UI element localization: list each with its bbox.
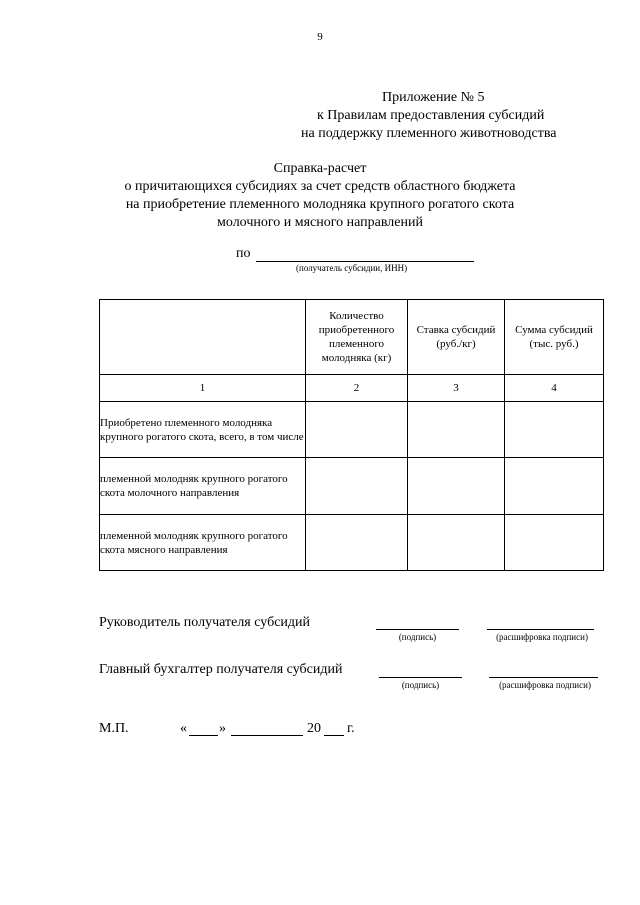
date-open-quote: « [180, 721, 187, 736]
head-name-line[interactable] [487, 629, 594, 630]
table-header-row [100, 300, 604, 375]
date-year-prefix: 20 [307, 721, 321, 736]
cell-rate-beef[interactable] [408, 515, 505, 571]
document-subtitle-line3: молочного и мясного направлений [217, 215, 423, 230]
page-number: 9 [317, 31, 323, 43]
row-label-dairy: племенной молодняк крупного рогатого скота молочного направления [100, 458, 306, 515]
appendix-number: Приложение № 5 [382, 90, 485, 105]
head-signature-caption: (подпись) [398, 632, 437, 642]
document-subtitle-line2: на приобретение племенного молодняка крупного рогатого скота [125, 197, 515, 212]
cell-quantity-total[interactable] [306, 402, 408, 458]
cell-quantity-dairy[interactable] [306, 458, 408, 515]
head-signature-label: Руководитель получателя субсидий [99, 615, 311, 630]
column-number: 2 [306, 375, 408, 402]
header-cell-empty [100, 300, 306, 375]
cell-sum-total[interactable] [505, 402, 604, 458]
cell-rate-dairy[interactable] [408, 458, 505, 515]
date-year-field[interactable] [324, 735, 344, 736]
recipient-field-line[interactable] [256, 261, 474, 262]
document-subtitle-line1: о причитающихся субсидиях за счет средств областного бюджета [124, 179, 516, 194]
appendix-subject: на поддержку племенного животноводства [301, 126, 557, 141]
date-month-field[interactable] [231, 735, 303, 736]
accountant-name-line[interactable] [489, 677, 598, 678]
stamp-place-label: М.П. [99, 721, 129, 736]
date-day-field[interactable] [189, 735, 218, 736]
date-year-suffix: г. [347, 721, 355, 736]
column-number: 4 [505, 375, 604, 402]
date-close-quote: » [219, 721, 226, 736]
row-label-beef: племенной молодняк крупного рогатого скота мясного направления [100, 515, 306, 571]
column-number: 3 [408, 375, 505, 402]
header-cell-sum: Сумма субсидий (тыс. руб.) [505, 300, 604, 375]
table-number-row [100, 375, 604, 402]
cell-sum-beef[interactable] [505, 515, 604, 571]
document-title: Справка-расчет [273, 161, 367, 176]
row-label-total: Приобретено племенного молодняка крупного рогатого скота, всего, в том числе [100, 402, 306, 458]
cell-rate-total[interactable] [408, 402, 505, 458]
cell-quantity-beef[interactable] [306, 515, 408, 571]
header-cell-quantity: Количество приобретенного племенного молодняка (кг) [306, 300, 408, 375]
header-cell-rate: Ставка субсидий (руб./кг) [408, 300, 505, 375]
appendix-rules: к Правилам предоставления субсидий [317, 108, 545, 123]
head-signature-line[interactable] [376, 629, 459, 630]
recipient-caption: (получатель субсидии, ИНН) [296, 263, 408, 273]
accountant-name-caption: (расшифровка подписи) [499, 680, 591, 690]
subsidy-table [99, 299, 604, 571]
accountant-signature-line[interactable] [379, 677, 462, 678]
table-row [100, 515, 604, 571]
accountant-signature-caption: (подпись) [401, 680, 440, 690]
head-name-caption: (расшифровка подписи) [496, 632, 588, 642]
table-row [100, 458, 604, 515]
column-number: 1 [100, 375, 306, 402]
recipient-prefix: по [236, 246, 251, 261]
table-row [100, 402, 604, 458]
accountant-signature-label: Главный бухгалтер получателя субсидий [99, 662, 343, 677]
cell-sum-dairy[interactable] [505, 458, 604, 515]
